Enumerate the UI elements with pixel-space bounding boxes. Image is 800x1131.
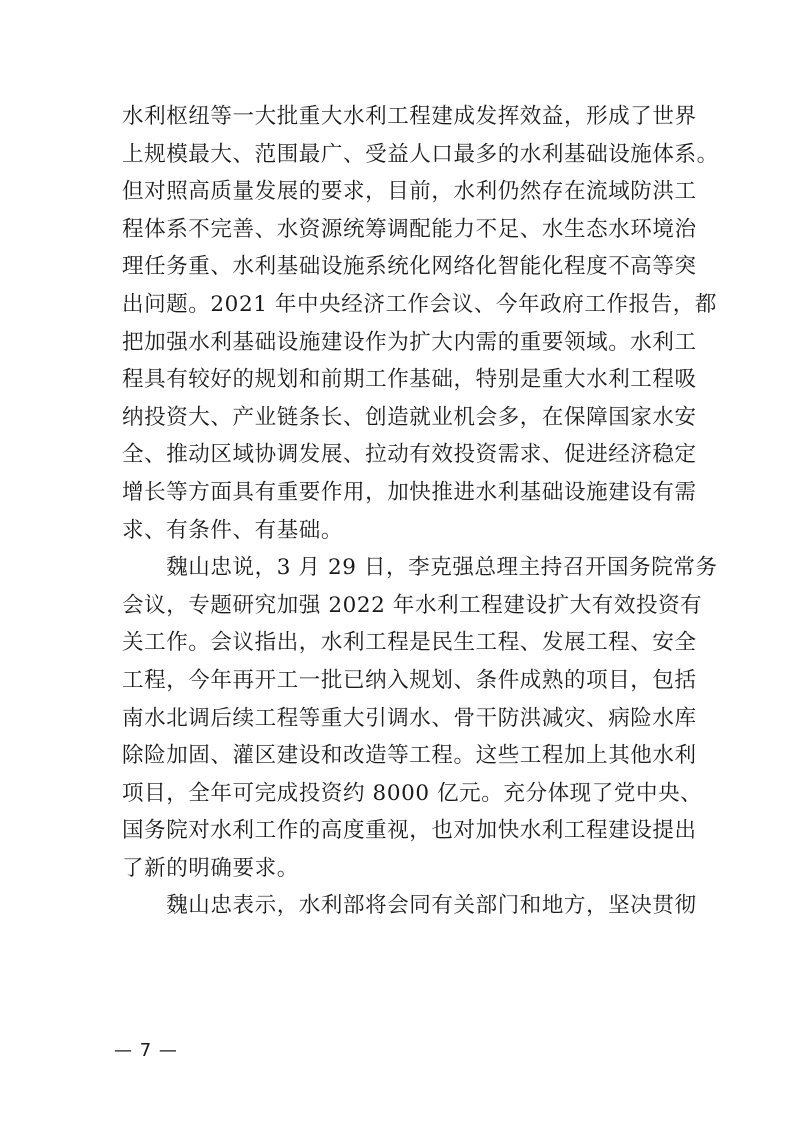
text-line: 魏山忠说，3 月 29 日，李克强总理主持召开国务院常务 [122,555,718,581]
text-line: 会议，专题研究加强 2022 年水利工程建设扩大有效投资有 [122,592,703,618]
text-line: 增长等方面具有重要作用，加快推进水利基础设施建设有需 [122,479,697,505]
text-line: 上规模最大、范围最广、受益人口最多的水利基础设施体系。 [122,141,719,167]
text-line: 魏山忠表示，水利部将会同有关部门和地方，坚决贯彻 [122,893,697,919]
text-line: 全、推动区域协调发展、拉动有效投资需求、促进经济稳定 [122,442,697,468]
text-line: 关工作。会议指出，水利工程是民生工程、发展工程、安全 [122,630,697,656]
paragraph-1 [122,98,719,549]
text-line: 程具有较好的规划和前期工作基础，特别是重大水利工程吸 [122,367,697,393]
body-text [122,98,719,925]
page-number: — 7 — [114,1040,178,1061]
text-line: 水利枢纽等一大批重大水利工程建成发挥效益，形成了世界 [122,104,697,129]
text-line: 项目，全年可完成投资约 8000 亿元。充分体现了党中央、 [122,780,703,806]
text-line: 把加强水利基础设施建设作为扩大内需的重要领域。水利工 [122,329,697,355]
text-line: 工程，今年再开工一批已纳入规划、条件成熟的项目，包括 [122,667,697,693]
paragraph-3 [122,887,697,925]
text-line: 求、有条件、有基础。 [122,517,344,543]
text-line: 南水北调后续工程等重大引调水、骨干防洪减灾、病险水库 [122,705,697,731]
text-line: 国务院对水利工作的高度重视，也对加快水利工程建设提出 [122,818,697,844]
text-line: 了新的明确要求。 [122,855,299,881]
text-line: 出问题。2021 年中央经济工作会议、今年政府工作报告，都 [122,291,717,317]
text-line: 纳投资大、产业链条长、创造就业机会多，在保障国家水安 [122,404,697,430]
text-line: 程体系不完善、水资源统筹调配能力不足、水生态水环境治 [122,216,697,242]
paragraph-2 [122,549,718,887]
text-line: 除险加固、灌区建设和改造等工程。这些工程加上其他水利 [122,743,697,769]
text-line: 理任务重、水利基础设施系统化网络化智能化程度不高等突 [122,254,697,280]
text-line: 但对照高质量发展的要求，目前，水利仍然存在流域防洪工 [122,179,697,205]
